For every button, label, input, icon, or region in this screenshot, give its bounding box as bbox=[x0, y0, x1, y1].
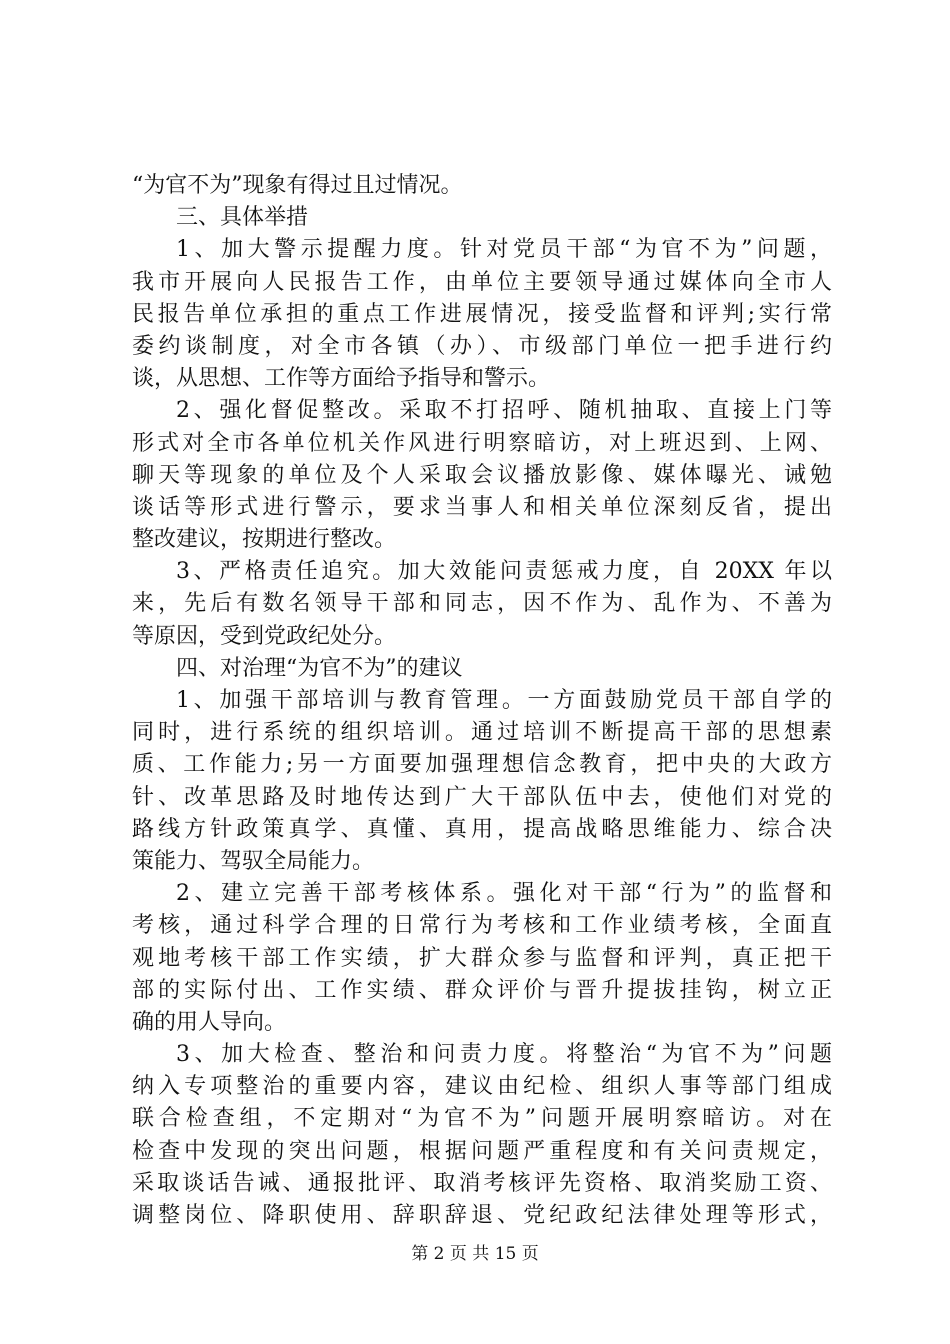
text-line: 来，先后有数名领导干部和同志，因不作为、乱作为、不善为 bbox=[132, 591, 832, 617]
text-line: 聊天等现象的单位及个人采取会议播放影像、媒体曝光、诫勉 bbox=[132, 462, 832, 488]
text-line: 3、加大检查、整治和问责力度。将整治“为官不为”问题 bbox=[176, 1042, 832, 1068]
text-line: 观地考核干部工作实绩，扩大群众参与监督和评判，真正把干 bbox=[132, 945, 832, 971]
text-line: 3、严格责任追究。加大效能问责惩戒力度，自 20XX 年以 bbox=[176, 559, 832, 585]
section-heading-measures: 三、具体举措 bbox=[176, 205, 309, 231]
text-line: 整改建议，按期进行整改。 bbox=[132, 527, 397, 553]
text-line: 1、加大警示提醒力度。针对党员干部“为官不为”问题， bbox=[176, 237, 832, 263]
text-line: 考核，通过科学合理的日常行为考核和工作业绩考核，全面直 bbox=[132, 913, 832, 939]
text-line: 确的用人导向。 bbox=[132, 1009, 287, 1035]
text-line: 我市开展向人民报告工作，由单位主要领导通过媒体向全市人 bbox=[132, 269, 832, 295]
text-line: 等原因，受到党政纪处分。 bbox=[132, 623, 397, 649]
text-line: 策能力、驾驭全局能力。 bbox=[132, 848, 375, 874]
section-heading-suggestions: 四、对治理“为官不为”的建议 bbox=[176, 655, 463, 681]
text-line: 质、工作能力;另一方面要加强理想信念教育，把中央的大政方 bbox=[132, 752, 832, 778]
text-line: 针、改革思路及时地传达到广大干部队伍中去，使他们对党的 bbox=[132, 784, 832, 810]
document-body bbox=[132, 170, 832, 1232]
text-line: 联合检查组，不定期对“为官不为”问题开展明察暗访。对在 bbox=[132, 1106, 832, 1132]
text-line: 检查中发现的突出问题，根据问题严重程度和有关问责规定， bbox=[132, 1138, 832, 1164]
text-line: 谈话等形式进行警示，要求当事人和相关单位深刻反省，提出 bbox=[132, 494, 832, 520]
text-line: 部的实际付出、工作实绩、群众评价与晋升提拔挂钩，树立正 bbox=[132, 977, 832, 1003]
text-line: 民报告单位承担的重点工作进展情况，接受监督和评判;实行常 bbox=[132, 301, 832, 327]
text-line: “为官不为”现象有得过且过情况。 bbox=[132, 173, 463, 198]
text-line: 2、强化督促整改。采取不打招呼、随机抽取、直接上门等 bbox=[176, 398, 832, 424]
text-line: 纳入专项整治的重要内容，建议由纪检、组织人事等部门组成 bbox=[132, 1074, 832, 1100]
text-line: 采取谈话告诫、通报批评、取消考核评先资格、取消奖励工资、 bbox=[132, 1170, 832, 1196]
page-number-footer: 第 2 页 共 15 页 bbox=[411, 1244, 539, 1264]
text-line: 路线方针政策真学、真懂、真用，提高战略思维能力、综合决 bbox=[132, 816, 832, 842]
text-line: 调整岗位、降职使用、辞职辞退、党纪政纪法律处理等形式， bbox=[132, 1203, 832, 1228]
text-line: 谈，从思想、工作等方面给予指导和警示。 bbox=[132, 366, 551, 392]
text-line: 委约谈制度，对全市各镇（办）、市级部门单位一把手进行约 bbox=[132, 333, 832, 359]
text-line: 同时，进行系统的组织培训。通过培训不断提高干部的思想素 bbox=[132, 720, 832, 746]
text-line: 1、加强干部培训与教育管理。一方面鼓励党员干部自学的 bbox=[176, 688, 832, 713]
text-line: 形式对全市各单位机关作风进行明察暗访，对上班迟到、上网、 bbox=[132, 430, 832, 456]
text-line: 2、建立完善干部考核体系。强化对干部“行为”的监督和 bbox=[176, 881, 832, 907]
